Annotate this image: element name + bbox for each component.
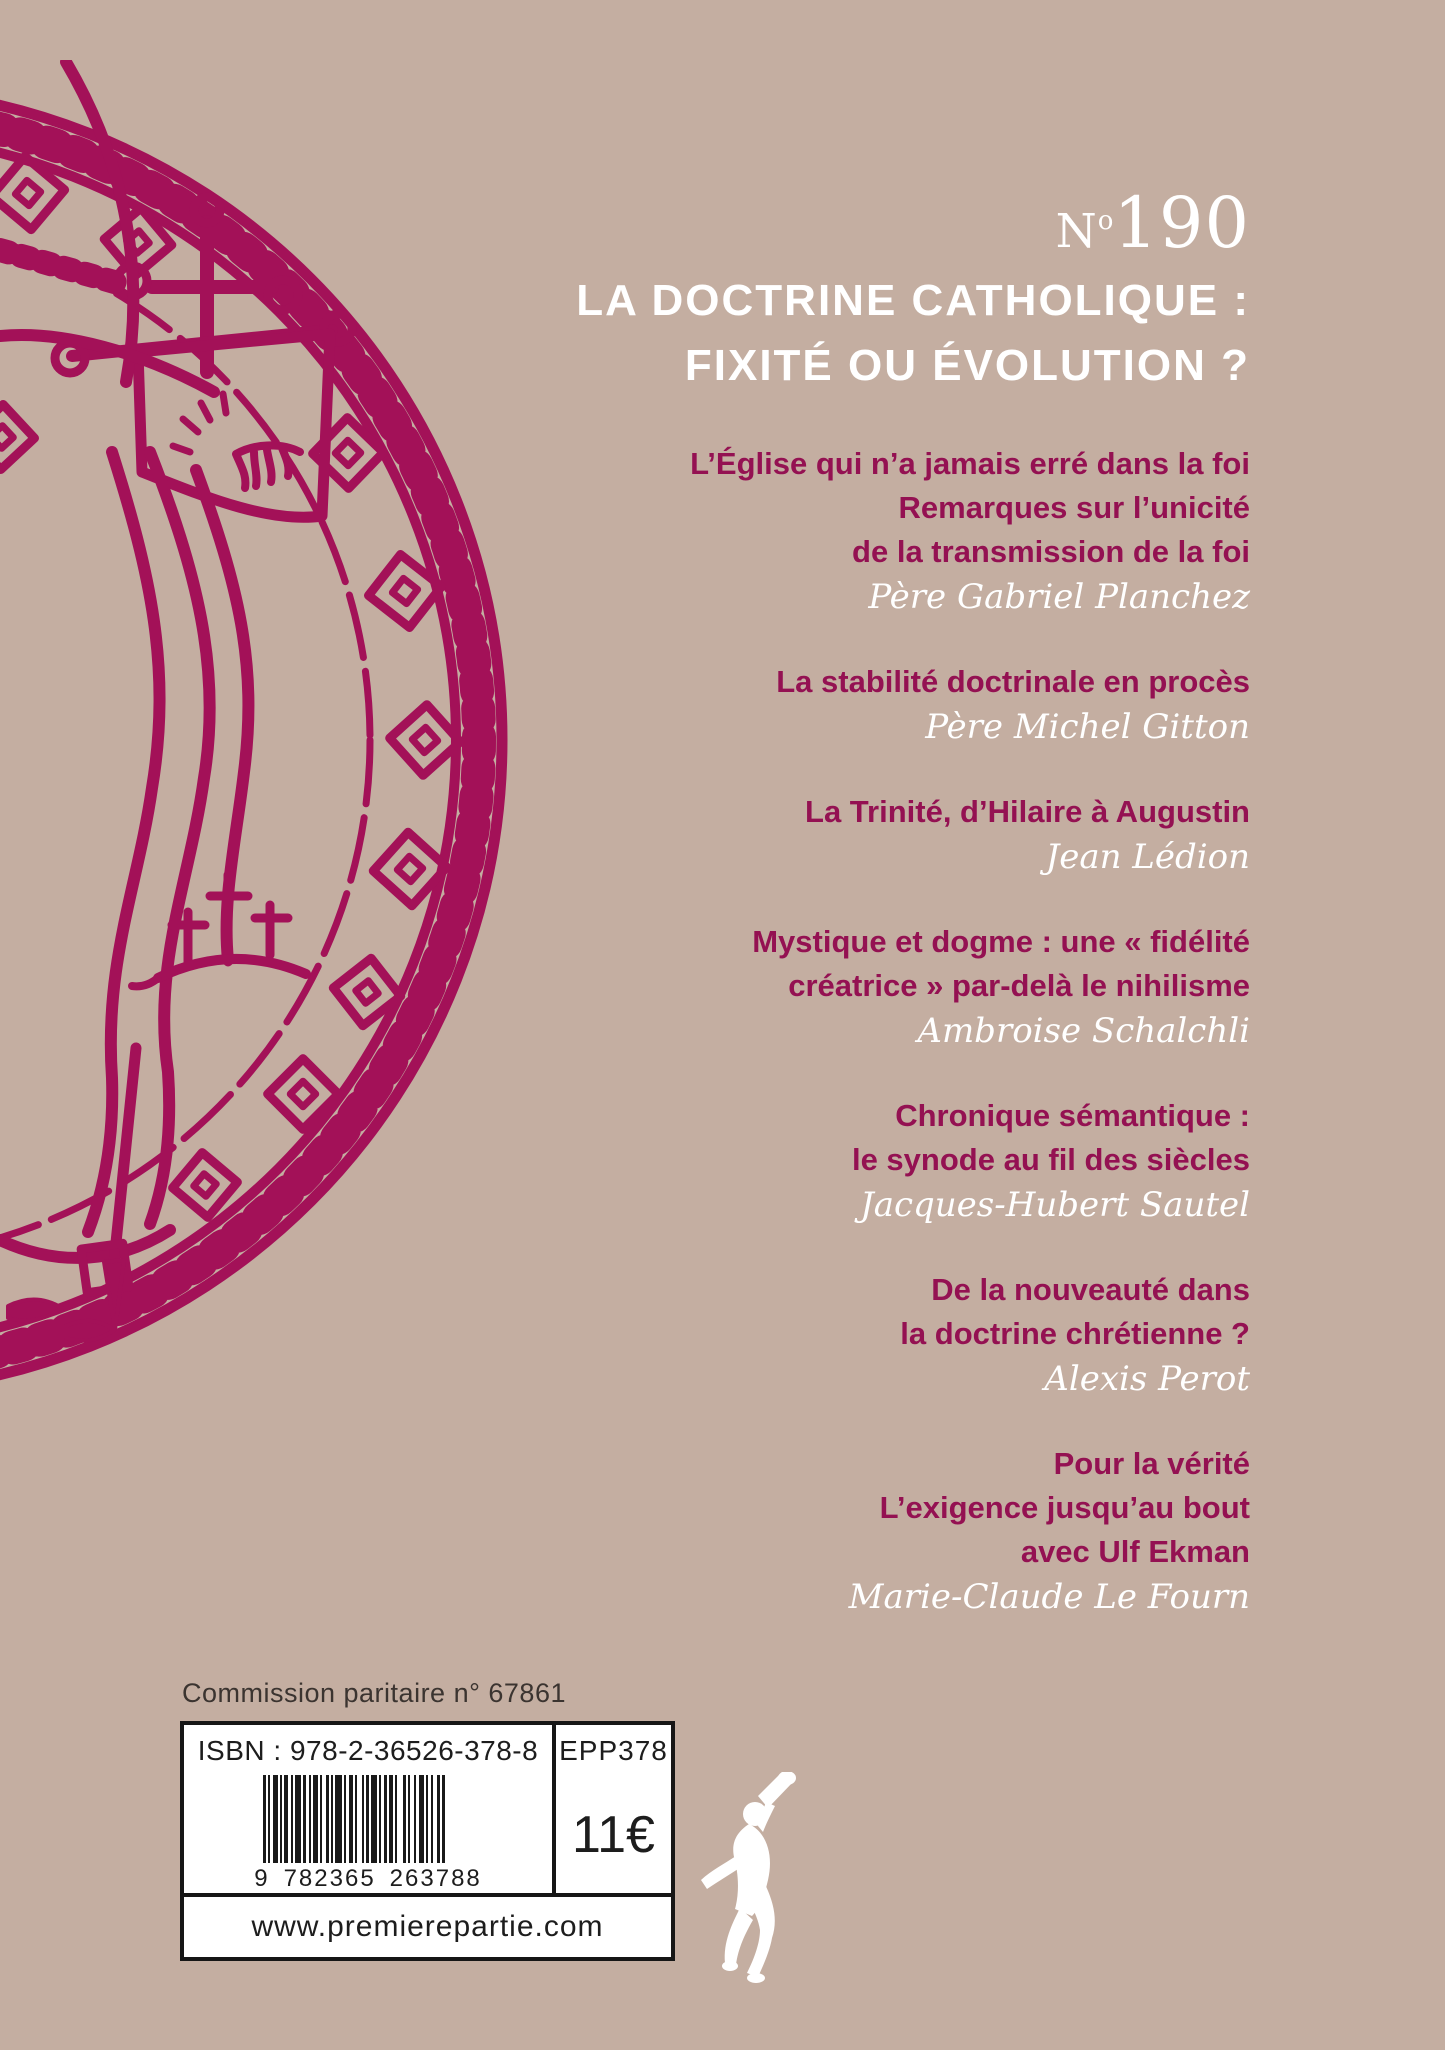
article-title: Mystique et dogme : une « fidélité créatrice » par-delà le nihilisme [752,924,1250,1003]
article-title: Chronique sémantique : le synode au fil des siècles [851,1098,1250,1177]
article-title: L’Église qui n’a jamais erré dans la foi Remarques sur l’unicité de la transmission de la foi [690,446,1250,569]
article-title: De la nouveauté dans la doctrine chrétienne ? [900,1272,1250,1351]
page-title-line2: FIXITÉ OU ÉVOLUTION ? [684,341,1250,390]
isbn-barcode-cell [184,1725,556,1893]
issue-number: No190 [1055,182,1250,264]
article-author: Alexis Perot [1044,1359,1250,1399]
price-cell [556,1725,671,1893]
article-entry [330,1268,1250,1402]
article-author: Père Michel Gitton [925,707,1250,747]
price-label: 11€ [572,1806,655,1864]
article-title: La stabilité doctrinale en procès [776,664,1250,699]
article-author: Père Gabriel Planchez [868,577,1250,617]
barcode-digit-group: 782365 [283,1865,376,1892]
article-entry [330,920,1250,1054]
article-author: Marie-Claude Le Fourn [848,1577,1250,1617]
article-entry [330,1094,1250,1228]
article-author: Jean Lédion [1045,837,1250,877]
page-title [330,268,1250,398]
barcode [263,1775,473,1863]
article-entry [330,660,1250,750]
article-title: Pour la vérité L’exigence jusqu’au bout avec Ulf Ekman [879,1446,1250,1569]
isbn-label: ISBN : 978-2-36526-378-8 [197,1735,539,1766]
publisher-trumpeter-logo-icon [700,1772,800,1984]
website-row [184,1893,671,1957]
isbn-box-main-row [184,1725,671,1893]
barcode-digit-group: 9 [254,1865,270,1892]
commission-paritaire-note: Commission paritaire n° 67861 [182,1678,566,1708]
website-url: www.premierepartie.com [251,1910,604,1943]
contents-column [330,178,1250,1620]
article-author: Jacques-Hubert Sautel [860,1185,1250,1225]
isbn-price-box [180,1721,675,1961]
barcode-digit-group: 263788 [389,1865,482,1892]
article-entry [330,1442,1250,1620]
calvary-crosses [132,875,306,986]
barcode-digits [254,1865,482,1893]
article-title: La Trinité, d’Hilaire à Augustin [805,794,1250,829]
article-entry [330,442,1250,620]
page-title-line1: LA DOCTRINE CATHOLIQUE : [576,276,1250,325]
epp-code: EPP378 [559,1735,668,1766]
article-entry [330,790,1250,880]
article-list [330,442,1250,1620]
article-author: Ambroise Schalchli [917,1011,1250,1051]
